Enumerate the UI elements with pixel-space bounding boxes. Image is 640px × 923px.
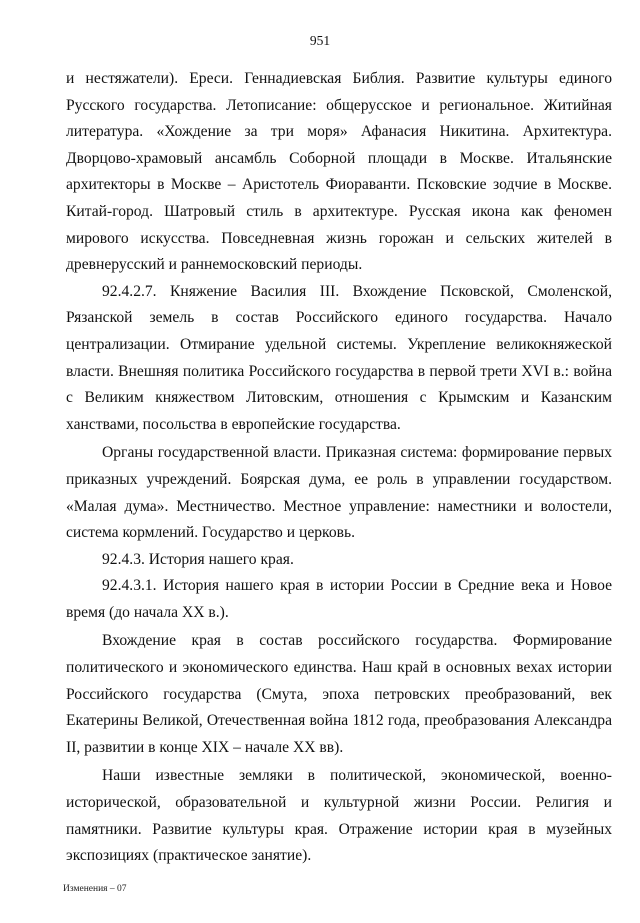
paragraph-famous-countrymen: Наши известные земляки в политической, экономической, военно-исторической, образовательной и культурной жизни России. Религия и памятники. Развитие культуры края. Отражение истории края в музейных экспозициях (практическое занятие). <box>66 767 612 865</box>
section-heading-local-history: 92.4.3. История нашего края. <box>102 550 294 568</box>
page-number: 951 <box>309 33 331 48</box>
document-body <box>66 66 612 870</box>
paragraph-government-organs: Органы государственной власти. Приказная система: формирование первых приказных учреждений. Боярская дума, ее роль в управлении государством. «Малая дума». Местничество. Местное управление: наместники и волостели, система кормлений. Государство и церковь. <box>66 444 612 542</box>
footer-revision: Изменения – 07 <box>63 884 127 894</box>
subsection-heading-local-history: 92.4.3.1. История нашего края в истории России в Средние века и Новое время (до начала XX в.). <box>66 577 612 621</box>
paragraph-culture: и нестяжатели). Ереси. Геннадиевская Библия. Развитие культуры единого Русского государства. Летописание: общерусское и региональное. Житийная литература. «Хождение за три моря» Афанасия Никитина. Архитектура. Дворцово-храмовый ансамбль Соборной площади в Москве. Итальянские архитекторы в Москве – Аристотель Фиораванти. Псковские зодчие в Москве. Китай-город. Шатровый стиль в архитектуре. Русская икона как феномен мирового искусства. Повседневная жизнь горожан и сельских жителей в древнерусский и раннемосковский периоды. <box>66 70 612 274</box>
paragraph-vasily-iii: 92.4.2.7. Княжение Василия III. Вхождение Псковской, Смоленской, Рязанской земель в состав Российского единого государства. Начало централизации. Отмирание удельной системы. Укрепление великокняжеской власти. Внешняя политика Российского государства в первой трети XVI в.: война с Великим княжеством Литовским, отношения с Крымским и Казанским ханствами, посольства в европейские государства. <box>66 282 612 433</box>
paragraph-region-entry: Вхождение края в состав российского государства. Формирование политического и экономического единства. Наш край в основных вехах истории Российского государства (Смута, эпоха петровских преобразований, век Екатерины Великой, Отечественная война 1812 года, преобразования Александра II, развитии в конце XIX – начале XX вв). <box>66 632 612 756</box>
